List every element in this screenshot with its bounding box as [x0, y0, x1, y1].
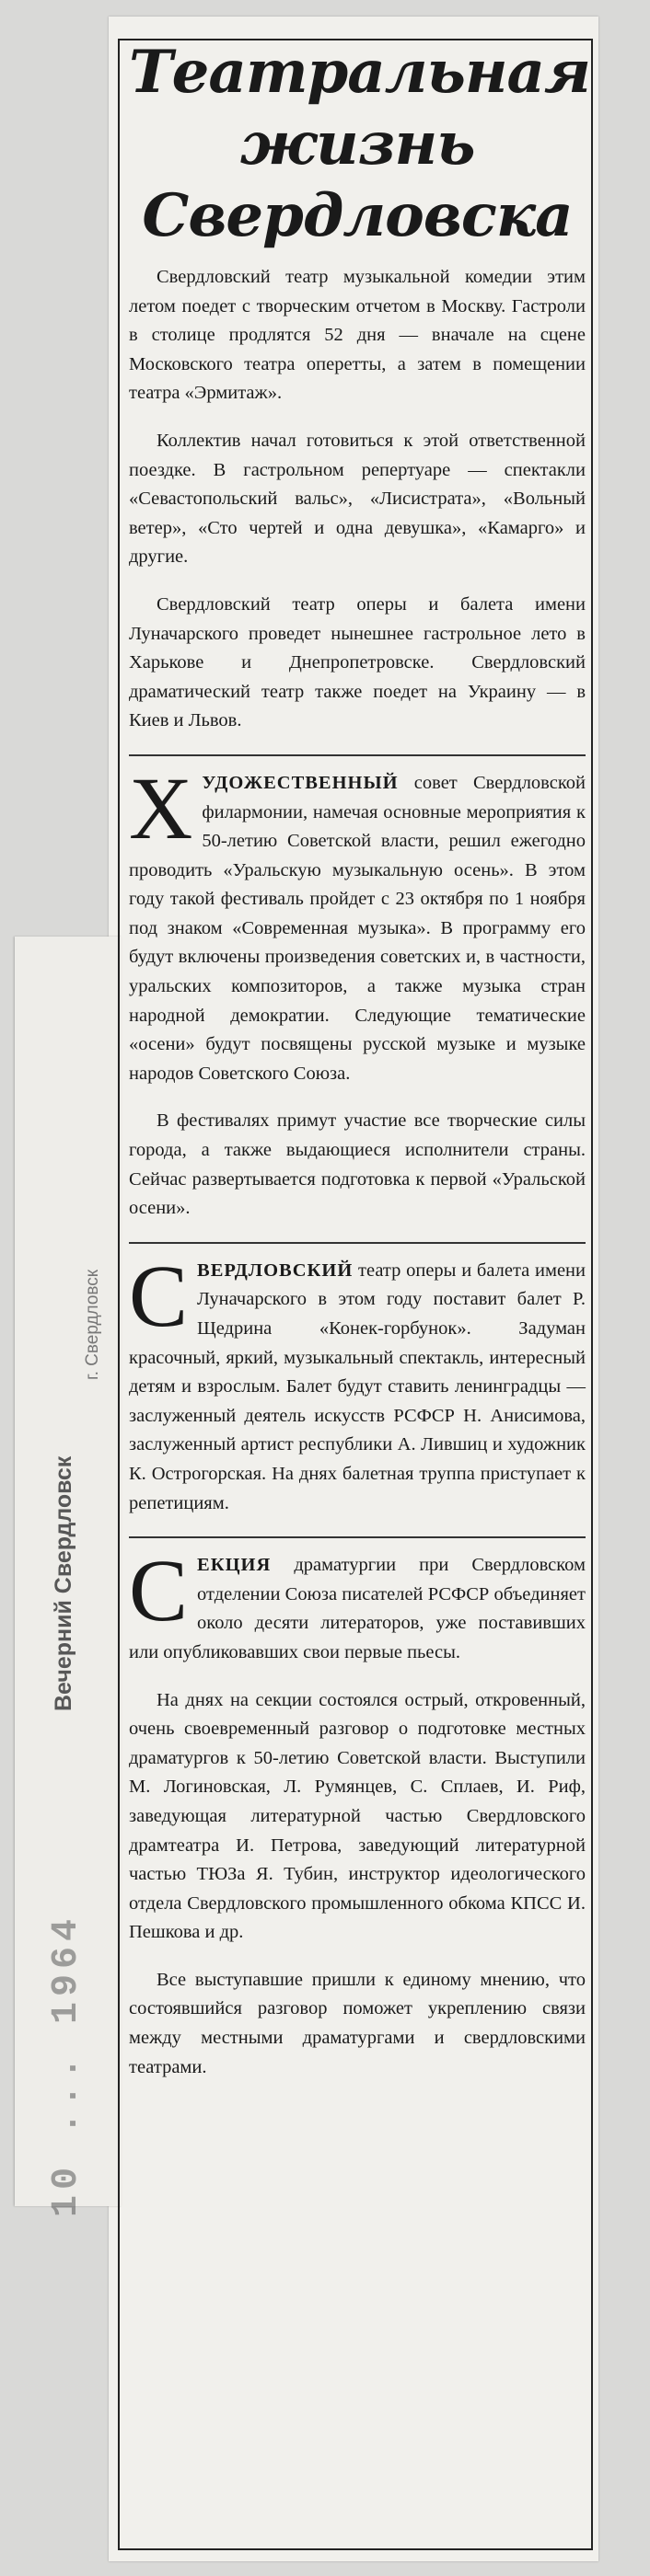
drop-cap: С [129, 1541, 189, 1640]
section-drama-writers [129, 1541, 586, 2082]
paragraph: Все выступавшие пришли к единому мнению, что состоявшийся разговор поможет укреплению связи между местными драматургами и свердловскими театрами. [129, 1969, 586, 2077]
section-opera-ballet [129, 1246, 586, 1518]
lead-text: драматургии при Свердловском отделении Союза писателей РСФСР объединяет около десяти литераторов, уже поставивших или опубликовавших свои первые пьесы. [129, 1555, 586, 1662]
section-divider [129, 1242, 586, 1244]
lead-paragraph [129, 1246, 586, 1518]
drop-cap: Х [129, 758, 193, 857]
paragraph: На днях на секции состоялся острый, откровенный, очень своевременный разговор о подготовке местных драматургов к 50-летию Советской власти. Выступили М. Логиновская, Л. Румянцев, С. Сплаев, И. Риф, заведующая литературной частью Свердловского драмтеатра И. Петрова, заведующий литературной частью ТЮЗа Я. Тубин, инструктор идеологического отдела Свердловского промышленного обкома КПСС И. Пешкова и др. [129, 1689, 586, 1943]
lead-word: УДОЖЕСТВЕННЫЙ [202, 772, 399, 793]
city-stamp: г. Свердловск [83, 1269, 102, 1380]
lead-text: совет Свердловской филармонии, намечая основные мероприятия к 50-летию Советской власти, решил ежегодно проводить «Уральскую музыкальную осень». В этом году такой фестиваль пройдет с 23 октября по 1 ноября под знаком «Современная музыка». В программу его будут включены произведения советских и, в частности, уральских композиторов, а также музыка стран народной демократии. Следующие тематические «осени» будут посвящены русской музыке и музыке народов Советского Союза. [129, 772, 586, 1084]
date-stamp: 10 ... 1964 [46, 1913, 87, 2217]
title-line: Свердловска [142, 181, 573, 250]
paragraph: Свердловский театр оперы и балета имени Луначарского проведет нынешнее гастрольное лето в Харькове и Днепропетровске. Свердловский драматический театр также поедет на Украину — в Киев и Львов. [129, 593, 586, 731]
section-philharmonic [129, 758, 586, 1224]
article-title [129, 37, 590, 252]
drop-cap: С [129, 1246, 189, 1345]
article-column [129, 37, 590, 2100]
intro-section [129, 263, 586, 736]
lead-paragraph [129, 758, 586, 1089]
paragraph: Свердловский театр музыкальной комедии этим летом поедет с творческим отчетом в Москву. Гастроли в столице продлятся 52 дня — вначале на сцене Московского театра оперетты, а затем в помещении театра «Эрмитаж». [129, 267, 586, 404]
title-line: жизнь [239, 109, 475, 178]
paragraph: В фестивалях примут участие все творческие силы города, а также выдающиеся исполнители страны. Сейчас развертывается подготовка к первой «Уральской осени». [129, 1110, 586, 1219]
paragraph: Коллектив начал готовиться к этой ответственной поездке. В гастрольном репертуаре — спектакли «Севастопольский вальс», «Лисистрата», «Вольный ветер», «Сто чертей и одна девушка», «Камарго» и другие. [129, 430, 586, 568]
title-line: Театральная [129, 38, 590, 107]
lead-word: ЕКЦИЯ [197, 1555, 272, 1576]
section-divider [129, 754, 586, 756]
section-divider [129, 1536, 586, 1538]
lead-paragraph [129, 1541, 586, 1667]
lead-word: ВЕРДЛОВСКИЙ [197, 1259, 354, 1281]
source-stamp: Вечерний Свердловск [51, 1455, 76, 1711]
lead-text: театр оперы и балета имени Луначарского в этом году поставит балет Р. Щедрина «Конек-горбунок». Задуман красочный, яркий, музыкальный спектакль, интересный детям и взрослым. Балет будут ставить ленинградцы — заслуженный деятель искусств РСФСР Н. Анисимова, заслуженный артист республики А. Лившиц и художник К. Острогорская. На днях балетная труппа приступает к репетициям. [129, 1259, 586, 1513]
